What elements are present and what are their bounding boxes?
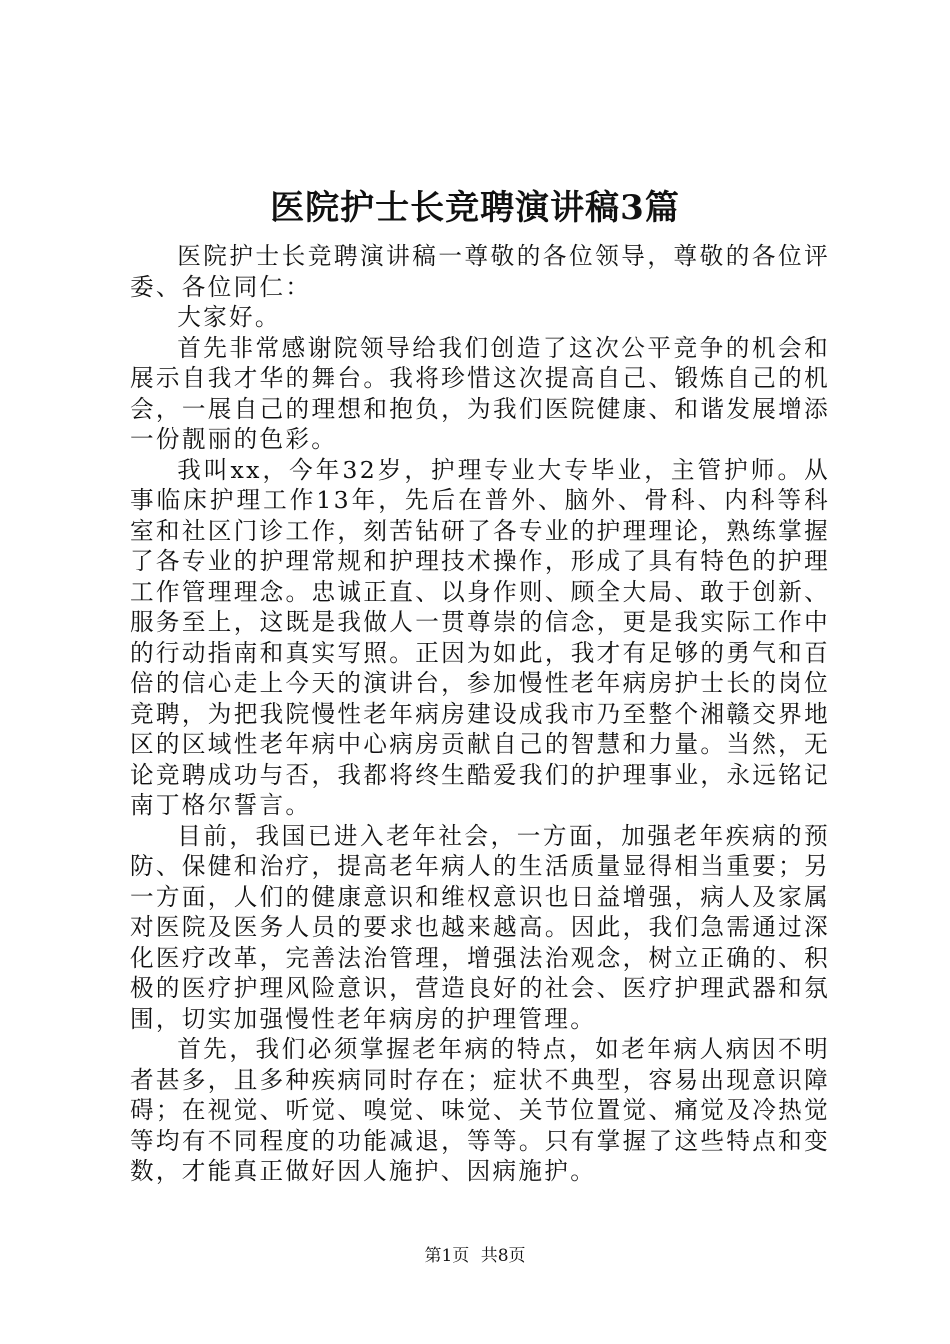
page-footer [0, 1244, 950, 1268]
paragraph-background: 目前，我国已进入老年社会，一方面，加强老年疾病的预防、保健和治疗，提高老年病人的生活质量显得相当重要；另一方面，人们的健康意识和维权意识也日益增强，病人及家属对医院及医务人员的要求也越来越高。因此，我们急需通过深化医疗改革，完善法治管理，增强法治观念，树立正确的、积极的医疗护理风险意识，营造良好的社会、医疗护理武器和氛围，切实加强慢性老年病房的护理管理。 [130, 821, 830, 1033]
paragraph-thanks: 首先非常感谢院领导给我们创造了这次公平竞争的机会和展示自我才华的舞台。我将珍惜这次提高自己、锻炼自己的机会，一展自己的理想和抱负，为我们医院健康、和谐发展增添一份靓丽的色彩。 [130, 333, 830, 453]
page-total: 共8页 [480, 1246, 526, 1266]
paragraph-greeting: 医院护士长竞聘演讲稿一尊敬的各位领导，尊敬的各位评委、各位同仁： [130, 242, 830, 301]
paragraph-self-intro: 我叫xx，今年32岁，护理专业大专毕业，主管护师。从事临床护理工作13年，先后在普外、脑外、骨科、内科等科室和社区门诊工作，刻苦钻研了各专业的护理理论，熟练掌握了各专业的护理常规和护理技术操作，形成了具有特色的护理工作管理理念。忠诚正直、以身作则、顾全大局、敢于创新、服务至上，这既是我做人一贯尊崇的信念，更是我实际工作中的行动指南和真实写照。正因为如此，我才有足够的勇气和百倍的信心走上今天的演讲台，参加慢性老年病房护士长的岗位竞聘，为把我院慢性老年病房建设成我市乃至整个湘赣交界地区的区域性老年病中心病房贡献自己的智慧和力量。当然，无论竞聘成功与否，我都将终生酷爱我们的护理事业，永远铭记南丁格尔誓言。 [130, 455, 830, 819]
paragraph-hello: 大家好。 [177, 303, 281, 331]
page-number: 第1页 [424, 1246, 470, 1266]
document-title: 医院护士长竞聘演讲稿3篇 [270, 188, 680, 228]
paragraph-elderly-features: 首先，我们必须掌握老年病的特点，如老年病人病因不明者甚多，且多种疾病同时存在；症状不典型，容易出现意识障碍；在视觉、听觉、嗅觉、味觉、关节位置觉、痛觉及冷热觉等均有不同程度的功能减退，等等。只有掌握了这些特点和变数，才能真正做好因人施护、因病施护。 [130, 1035, 830, 1185]
document-body [130, 241, 830, 1187]
